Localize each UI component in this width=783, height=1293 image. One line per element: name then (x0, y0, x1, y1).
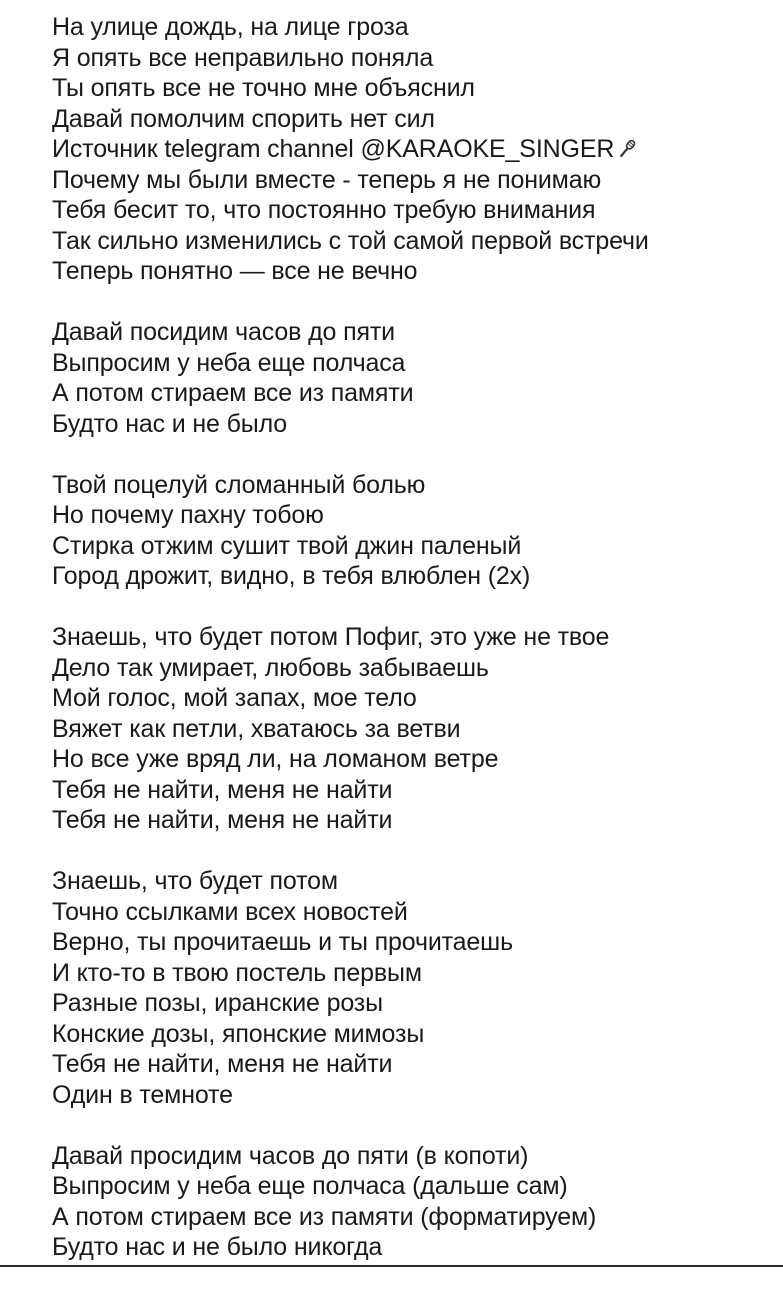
lyric-line: Стирка отжим сушит твой джин паленый (52, 531, 522, 560)
lyric-line: Один в темноте (52, 1080, 233, 1109)
lyric-line: Знаешь, что будет потом Пофиг, это уже не твое (52, 623, 610, 651)
lyric-line: Тебя не найти, меня не найти (52, 806, 393, 834)
stanza-6 (52, 1141, 777, 1263)
lyric-line: Я опять все неправильно поняла (52, 43, 434, 72)
lyric-line: Будто нас и не было никогда (52, 1233, 383, 1261)
lyric-line: Верно, ты прочитаешь и ты прочитаешь (52, 928, 513, 956)
lyric-line: Конские дозы, японские мимозы (52, 1019, 425, 1048)
lyric-line: Знаешь, что будет потом (52, 867, 338, 895)
lyric-line: Будто нас и не было (52, 409, 288, 438)
lyric-line: А потом стираем все из памяти (52, 379, 414, 407)
lyric-line: Тебя не найти, меня не найти (52, 1050, 393, 1078)
lyric-line: Тебя бесит то, что постоянно требую внимания (52, 196, 596, 224)
lyric-line: Ты опять все не точно мне объяснил (52, 74, 475, 102)
lyric-line: И кто-то в твою постель первым (52, 958, 422, 987)
stanza-2 (52, 317, 777, 439)
stanza-4 (52, 622, 777, 836)
lyric-line: Город дрожит, видно, в тебя влюблен (2х) (52, 562, 531, 590)
lyric-line: Давай помолчим спорить нет сил (52, 104, 435, 133)
lyric-line: Разные позы, иранские розы (52, 989, 383, 1017)
lyrics-text (52, 12, 777, 1293)
lyric-line: Но все уже вряд ли, на ломаном ветре (52, 745, 499, 773)
microphone-icon (614, 137, 640, 159)
lyric-line: Дело так умирает, любовь забываешь (52, 653, 489, 682)
lyric-line: Точно ссылками всех новостей (52, 897, 408, 926)
lyric-line: Теперь понятно — все не вечно (52, 257, 418, 285)
lyric-line: Вяжет как петли, хватаюсь за ветви (52, 714, 461, 743)
stanza-5 (52, 866, 777, 1110)
lyric-line: На улице дождь, на лице гроза (52, 13, 409, 41)
lyric-line: Выпросим у неба еще полчаса (дальше сам) (52, 1172, 568, 1200)
lyric-line: Почему мы были вместе - теперь я не понимаю (52, 165, 602, 194)
lyric-line: Выпросим у неба еще полчаса (52, 348, 406, 377)
stanza-1 (52, 12, 777, 287)
source-text: Источник telegram channel @KARAOKE_SINGER (52, 135, 615, 163)
bottom-divider (0, 1265, 783, 1267)
lyric-line: Тебя не найти, меня не найти (52, 775, 393, 804)
stanza-3 (52, 470, 777, 592)
lyric-line: Но почему пахну тобою (52, 501, 324, 529)
lyric-line: Давай посидим часов до пяти (52, 318, 395, 346)
lyric-line: Мой голос, мой запах, мое тело (52, 684, 417, 712)
lyric-line: Давай просидим часов до пяти (в копоти) (52, 1141, 529, 1170)
lyric-line: Твой поцелуй сломанный болью (52, 470, 426, 499)
source-line (52, 134, 777, 165)
lyric-line: А потом стираем все из памяти (форматируем) (52, 1202, 597, 1231)
lyric-line: Так сильно изменились с той самой первой встречи (52, 226, 649, 255)
